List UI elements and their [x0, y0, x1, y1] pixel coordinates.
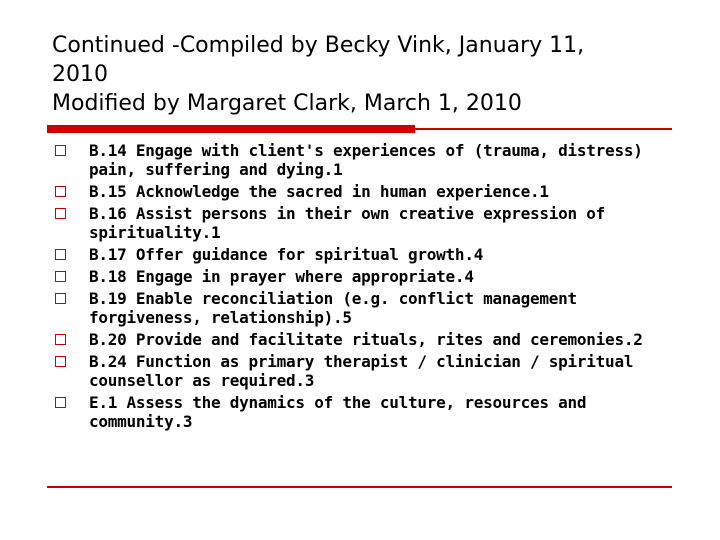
- list-item-text: B.17 Offer guidance for spiritual growth.4: [89, 245, 484, 264]
- list-item-text: B.20 Provide and facilitate rituals, rites and ceremonies.2: [89, 330, 643, 349]
- square-bullet-icon: [55, 145, 66, 156]
- square-bullet-icon: [55, 356, 66, 367]
- square-bullet-icon: [55, 397, 66, 408]
- list-item-text: B.15 Acknowledge the sacred in human experience.1: [89, 182, 549, 201]
- title-line-3: Modified by Margaret Clark, March 1, 2010: [52, 91, 522, 116]
- list-item: [55, 182, 695, 201]
- list-item-text: B.24 Function as primary therapist / clinician / spiritual counsellor as required.3: [89, 352, 634, 390]
- list-item-text: E.1 Assess the dynamics of the culture, resources and community.3: [89, 393, 587, 431]
- list-item: [55, 267, 695, 286]
- square-bullet-icon: [55, 249, 66, 260]
- footer-divider-line: [47, 486, 672, 488]
- title-line-1: Continued -Compiled by Becky Vink, January 11,: [52, 33, 585, 58]
- list-item-text: B.19 Enable reconciliation (e.g. conflict management forgiveness, relationship).5: [89, 289, 577, 327]
- list-item-text: B.16 Assist persons in their own creative expression of spirituality.1: [89, 204, 606, 242]
- competency-list: [55, 141, 695, 434]
- square-bullet-icon: [55, 208, 66, 219]
- list-item: [55, 289, 695, 327]
- square-bullet-icon: [55, 293, 66, 304]
- list-item: [55, 330, 695, 349]
- list-item: [55, 352, 695, 390]
- title-divider-line: [415, 128, 672, 130]
- title-divider: [47, 125, 672, 133]
- list-item: [55, 393, 695, 431]
- list-item-text: B.18 Engage in prayer where appropriate.4: [89, 267, 474, 286]
- title-divider-bar: [47, 125, 415, 133]
- list-item: [55, 141, 695, 179]
- list-item: [55, 245, 695, 264]
- square-bullet-icon: [55, 271, 66, 282]
- square-bullet-icon: [55, 186, 66, 197]
- list-item-text: B.14 Engage with client's experiences of (trauma, distress) pain, suffering and dying.1: [89, 141, 643, 179]
- square-bullet-icon: [55, 334, 66, 345]
- list-item: [55, 204, 695, 242]
- title-line-2: 2010: [52, 62, 108, 87]
- slide-title: [52, 31, 692, 118]
